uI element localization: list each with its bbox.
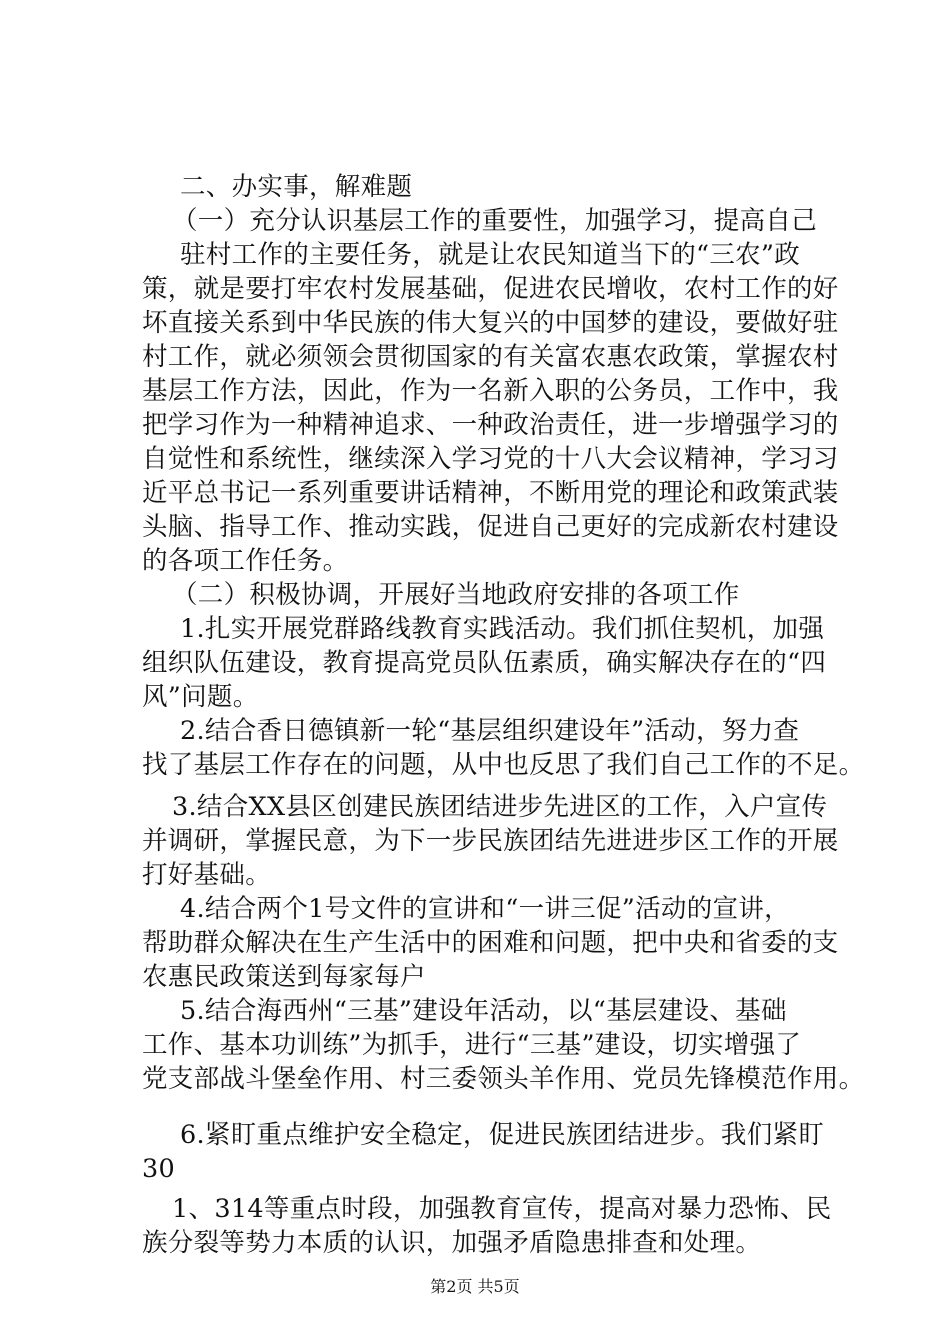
list-item-line: 工作、基本功训练”为抓手，进行“三基”建设，切实增强了: [142, 1030, 802, 1060]
paragraph-line: 头脑、指导工作、推动实践，促进自己更好的完成新农村建设: [142, 512, 839, 542]
list-item-line: 5.结合海西州“三基”建设年活动，以“基层建设、基础: [180, 996, 787, 1026]
list-item-line: 4.结合两个1号文件的宣讲和“一讲三促”活动的宣讲，: [180, 894, 790, 924]
section-heading: 二、办实事，解难题: [180, 172, 413, 202]
list-item-line: 并调研，掌握民意，为下一步民族团结先进进步区工作的开展: [142, 826, 839, 856]
paragraph-line: 坏直接关系到中华民族的伟大复兴的中国梦的建设，要做好驻: [142, 308, 839, 338]
subsection-heading: （二）积极协调，开展好当地政府安排的各项工作: [172, 580, 740, 610]
list-item-line: 风”问题。: [142, 682, 259, 712]
subsection-heading: （一）充分认识基层工作的重要性，加强学习，提高自己: [172, 206, 818, 236]
list-item-line: 农惠民政策送到每家每户: [142, 962, 426, 992]
list-item-line: 族分裂等势力本质的认识，加强矛盾隐患排查和处理。: [142, 1228, 762, 1258]
list-item-line: 1.扎实开展党群路线教育实践活动。我们抓住契机，加强: [180, 614, 825, 644]
paragraph-line: 把学习作为一种精神追求、一种政治责任，进一步增强学习的: [142, 410, 839, 440]
paragraph-line: 驻村工作的主要任务，就是让农民知道当下的“三农”政: [180, 240, 801, 270]
paragraph-line: 的各项工作任务。: [142, 546, 349, 576]
list-item-line: 3.结合XX县区创建民族团结进步先进区的工作，入户宣传: [172, 792, 828, 822]
list-item-line: 2.结合香日德镇新一轮“基层组织建设年”活动，努力查: [180, 716, 800, 746]
paragraph-line: 自觉性和系统性，继续深入学习党的十八大会议精神，学习习: [142, 444, 839, 474]
paragraph-line: 策，就是要打牢农村发展基础，促进农民增收，农村工作的好: [142, 274, 839, 304]
paragraph-line: 村工作，就必须领会贯彻国家的有关富农惠农政策，掌握农村: [142, 342, 839, 372]
paragraph-line: 基层工作方法，因此，作为一名新入职的公务员，工作中，我: [142, 376, 839, 406]
list-item-line: 1、314等重点时段，加强教育宣传，提高对暴力恐怖、民: [172, 1194, 832, 1224]
list-item-line: 党支部战斗堡垒作用、村三委领头羊作用、党员先锋模范作用。: [142, 1064, 865, 1094]
list-item-line: 组织队伍建设，教育提高党员队伍素质，确实解决存在的“四: [142, 648, 827, 678]
list-item-line: 打好基础。: [142, 860, 272, 890]
paragraph-line: 近平总书记一系列重要讲话精神，不断用党的理论和政策武装: [142, 478, 839, 508]
list-item-line: 30: [142, 1154, 176, 1184]
list-item-line: 找了基层工作存在的问题，从中也反思了我们自己工作的不足。: [142, 750, 865, 780]
list-item-line: 帮助群众解决在生产生活中的困难和问题，把中央和省委的支: [142, 928, 839, 958]
page-number-footer: 第2页 共5页: [430, 1277, 520, 1296]
list-item-line: 6.紧盯重点维护安全稳定，促进民族团结进步。我们紧盯: [180, 1120, 825, 1150]
